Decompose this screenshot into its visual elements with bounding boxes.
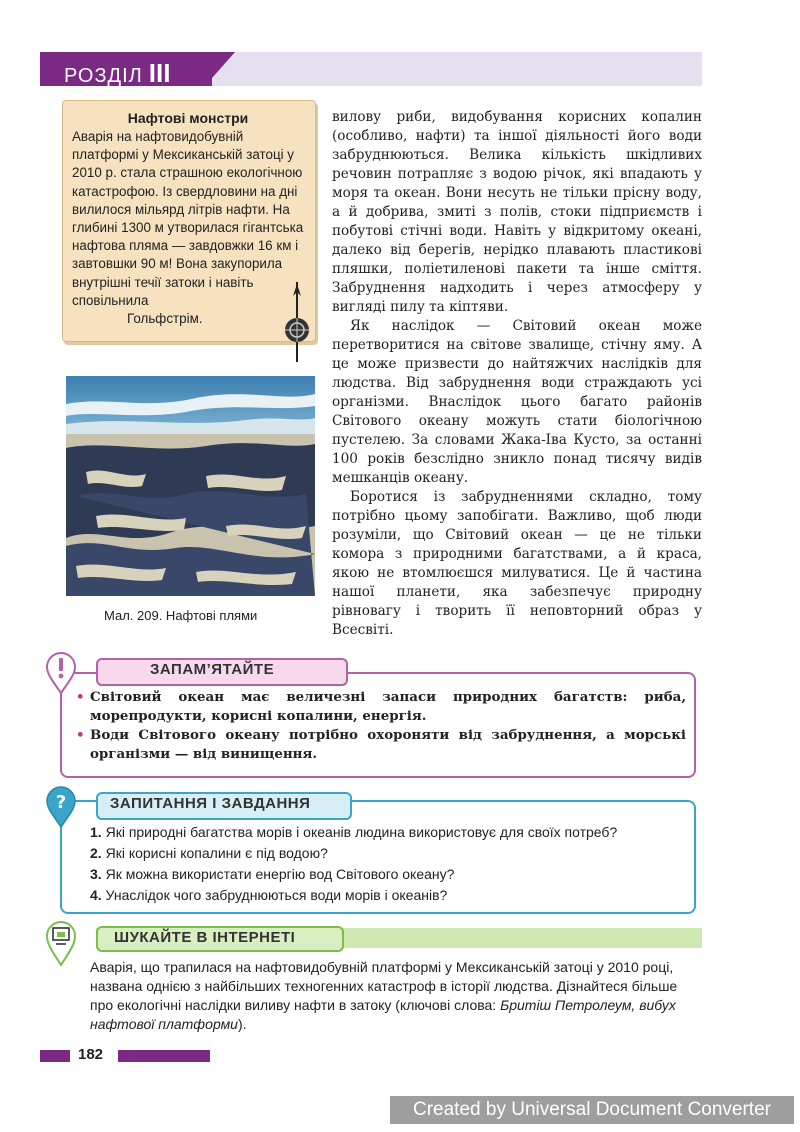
watermark: Created by Universal Document Converter (390, 1096, 794, 1124)
footer-bar-right (118, 1050, 210, 1062)
question-num: 4. (90, 887, 102, 903)
questions-list (90, 822, 690, 906)
remember-list (74, 688, 686, 764)
remember-item: • Світовий океан має величезні запаси природних багатств: риба, морепродукти, корисні копалини, енергія. (74, 688, 686, 726)
exclamation-icon (46, 652, 76, 694)
question-num: 3. (90, 866, 102, 882)
question-text: Які природні багатства морів і океанів людина використовує для своїх потреб? (105, 824, 618, 840)
internet-body: Аварія, що трапилася на нафтовидобувній платформі у Мексиканській затоці у 2010 році, названа однією з найбільших техногенних катастроф в історії людства. Дізнайтеся більше про екологічні наслідки виливу нафти в затоку (ключові слова: (90, 959, 678, 1013)
chapter-header-slant (205, 52, 235, 86)
question-num: 2. (90, 845, 102, 861)
internet-text (90, 958, 702, 1034)
sidebar-body: Аварія на нафтовидобувній платформі у Мексиканській затоці у 2010 р. стала страшною екологічною катастрофою. Із свердловини на дні вилилося мільярд літрів нафти. На глибині 1300 м утворилася гігантська нафтова пляма — завдовжки 16 км і завтовшки 90 м! Вона закупорила внутрішні течії затоки і навіть сповільнила (72, 129, 304, 308)
remember-item: • Води Світового океану потрібно охороняти від забруднення, а морські організми — від винищення. (74, 726, 686, 764)
question-item (90, 822, 690, 843)
remember-title: ЗАПАМ’ЯТАЙТЕ (150, 661, 275, 678)
question-num: 1. (90, 824, 102, 840)
svg-text:?: ? (55, 792, 67, 813)
sidebar-text (72, 128, 308, 328)
question-text: Які корисні копалини є під водою? (105, 845, 328, 861)
internet-end: ). (237, 1016, 247, 1032)
computer-search-icon (46, 920, 76, 966)
main-text (332, 108, 702, 640)
chapter-word: РОЗДІЛ (64, 65, 143, 87)
question-text: Як можна використати енергію вод Світового океану? (105, 866, 455, 882)
chapter-number: III (148, 58, 171, 88)
paragraph-3: Боротися із забрудненнями складно, тому потрібно цьому запобігати. Важливо, щоб люди розуміли, що Світовий океан — це не тільки комора з природними багатствами, а й краса, якою не втомлюєшся милуватися. Це й частина нашої планети, яка забезпечує природну рівновагу і творить її неповторний образ у Всесвіті. (332, 489, 702, 638)
question-item (90, 864, 690, 885)
sidebar-last-line: Гольфстрім. (127, 311, 203, 327)
figure-caption: Мал. 209. Нафтові плями (104, 608, 258, 623)
paragraph-2: Як наслідок — Світовий океан може перетворитися на світове звалище, стічну яму. А це може призвести до найтяжчих наслідків для людства. Від забруднення води страждають усі організми. Внаслідок цього багато районів Світового океану можуть стати біологічною пустелею. За словами Жака-Іва Кусто, за останні 100 років безслідно зникло понад тисячу видів мешканців океану. (332, 318, 702, 486)
page-number: 182 (78, 1046, 104, 1063)
internet-title: ШУКАЙТЕ В ІНТЕРНЕТІ (114, 929, 296, 946)
questions-title: ЗАПИТАННЯ І ЗАВДАННЯ (110, 795, 311, 812)
pendant-ornament-icon (284, 282, 310, 362)
question-mark-icon (46, 786, 76, 828)
footer-bar-left (40, 1050, 70, 1062)
sidebar-title: Нафтові монстри (127, 110, 249, 126)
question-item (90, 843, 690, 864)
question-item (90, 885, 690, 906)
question-text: Унаслідок чого забруднюються води морів і океанів? (105, 887, 448, 903)
internet-keywords: Бритіш Петролеум, вибух нафтової платформи (90, 997, 676, 1032)
oil-spill-photo (66, 376, 315, 596)
paragraph-1: вилову риби, видобування корисних копалин (особливо, нафти) та іншої діяльності його води забруднюються. Велика кількість шкідливих речовин потрапляє з водою річок, які впадають у моря та океан. Вони несуть не тільки прісну воду, а й добрива, змиті з полів, стоки підприємств і побутові стічні води. Навіть у відкритому океані, далеко від берегів, нерідко плавають пластикові пляшки, поліетиленові пакети та інше сміття. Забруднення надходить і через атмосферу у вигляді пилу та кіптяви. (332, 109, 702, 315)
chapter-label (64, 58, 170, 89)
